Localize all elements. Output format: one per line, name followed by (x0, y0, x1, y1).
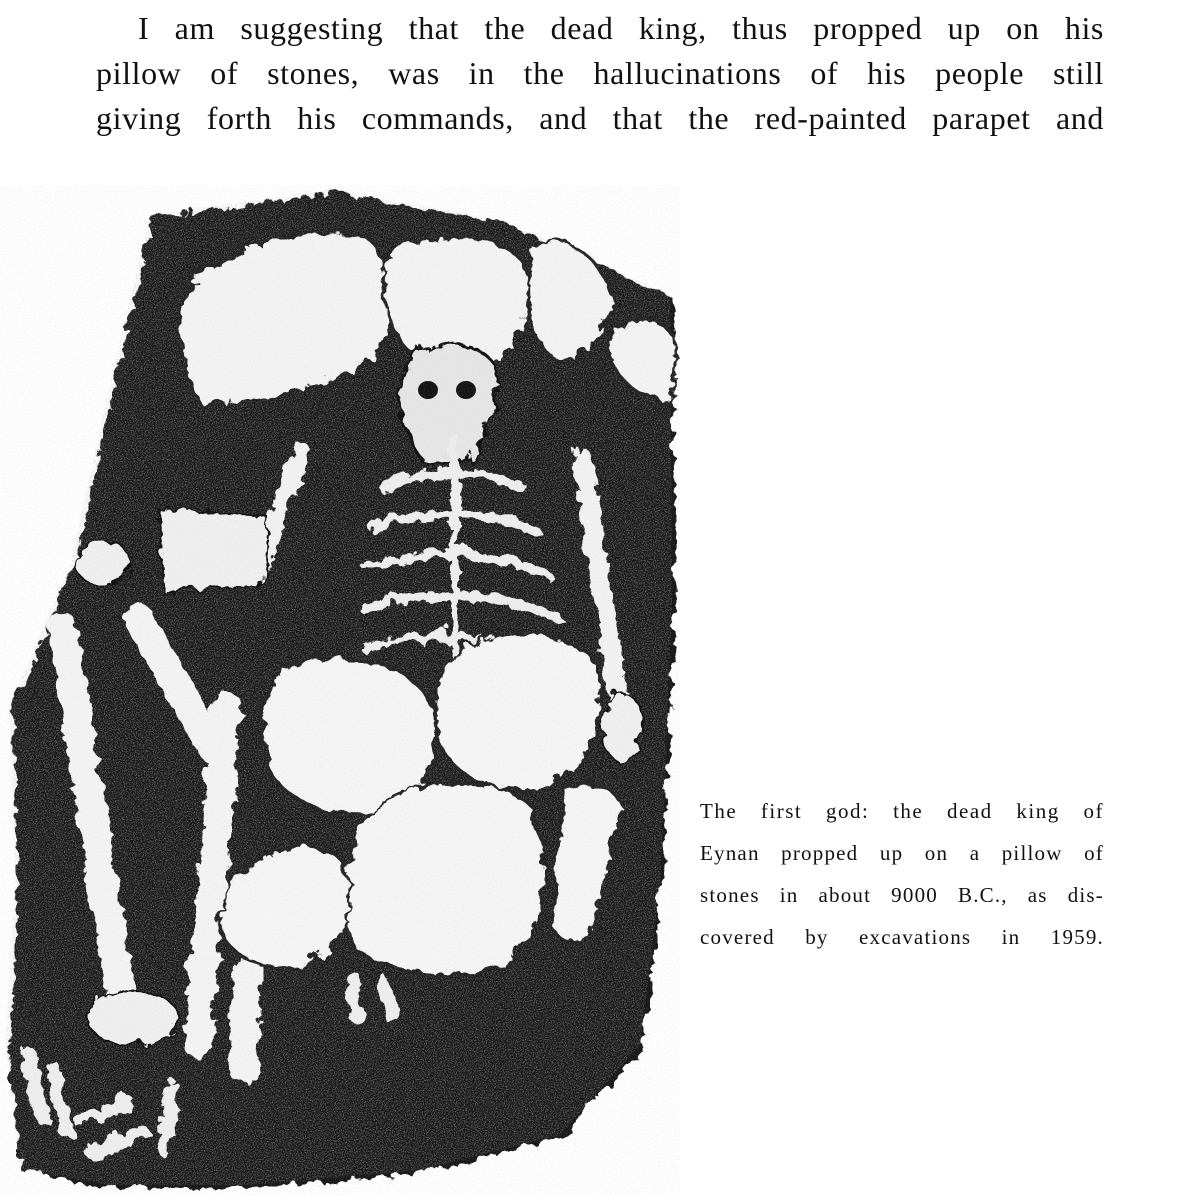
caption-line: stones in about 9000 B.C., as dis- (700, 883, 1104, 907)
body-text-line: I am suggesting that the dead king, thus propped up on his (138, 10, 1104, 46)
caption-line: covered by excavations in 1959. (700, 925, 1104, 949)
figure-caption (700, 790, 1104, 958)
caption-line: The first god: the dead king of (700, 799, 1104, 823)
body-text-line: pillow of stones, was in the hallucinations of his people still (96, 55, 1104, 91)
skeleton-burial-illustration (0, 185, 680, 1195)
body-text-line: giving forth his commands, and that the red-painted parapet and (96, 100, 1104, 136)
caption-line: Eynan propped up on a pillow of (700, 841, 1104, 865)
body-paragraph (96, 6, 1104, 141)
